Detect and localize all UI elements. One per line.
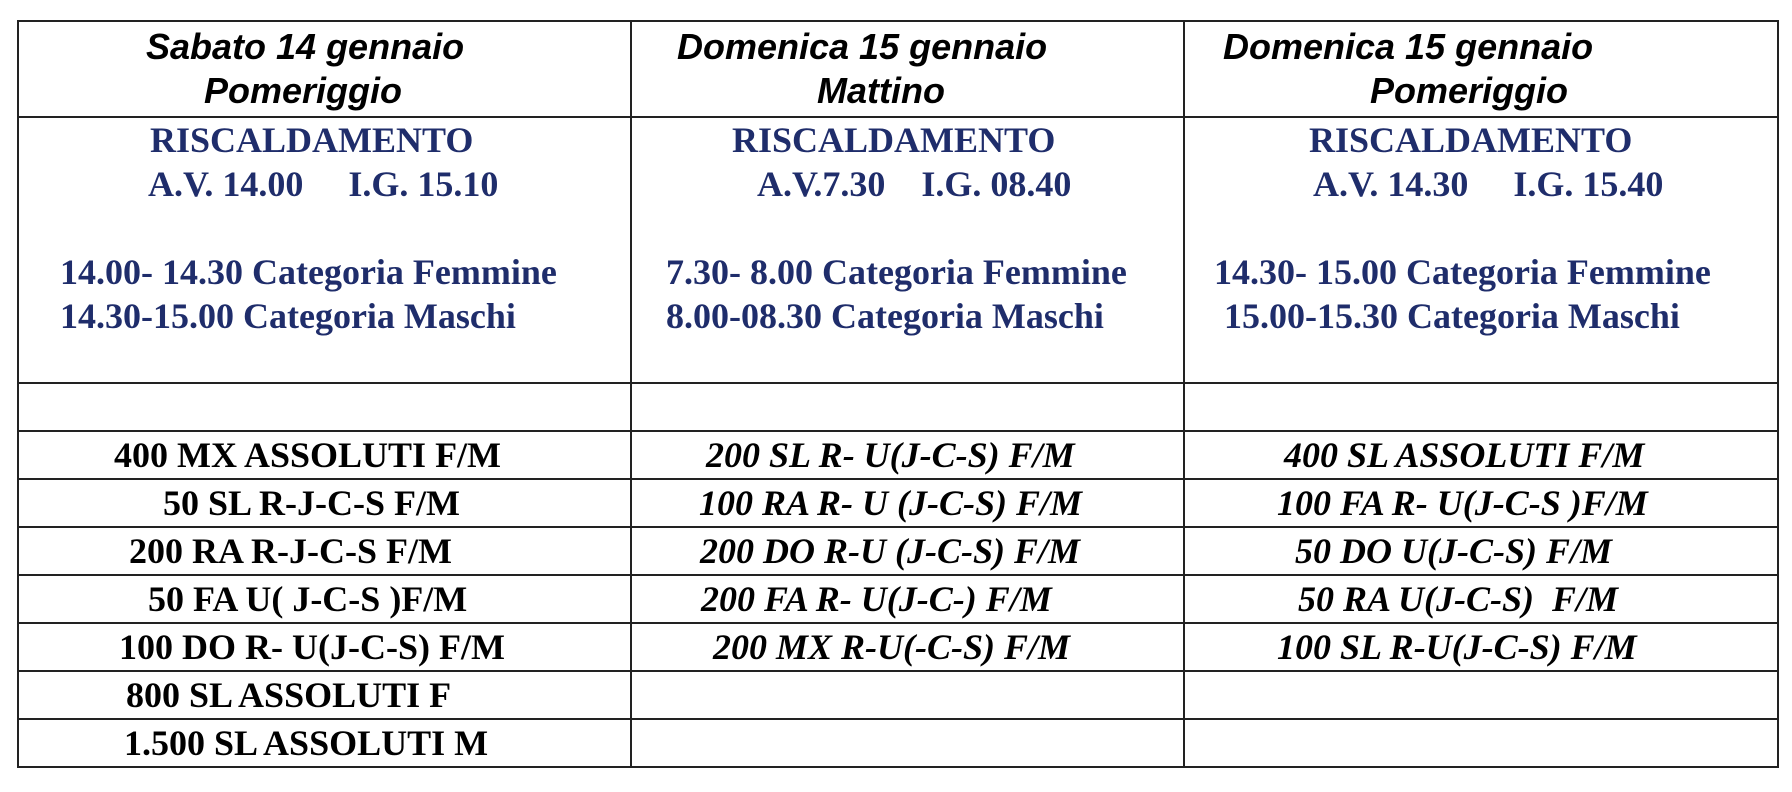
day-label: Sabato 14 gennaio — [146, 26, 465, 67]
event-label: 200 DO R-U (J-C-S) F/M — [700, 531, 1081, 571]
event-cell — [18, 623, 631, 671]
event-label: 100 RA R- U (J-C-S) F/M — [699, 483, 1083, 523]
day-label: Domenica 15 gennaio — [1223, 26, 1594, 67]
event-cell — [631, 623, 1184, 671]
category-female: 14.30- 15.00 Categoria Femmine — [1214, 252, 1711, 292]
warmup-times: A.V. 14.30 I.G. 15.40 — [1313, 164, 1664, 204]
session-label: Mattino — [817, 70, 945, 111]
event-label: 100 FA R- U(J-C-S )F/M — [1277, 483, 1648, 523]
event-label — [1185, 672, 1777, 673]
category-male: 14.30-15.00 Categoria Maschi — [60, 296, 516, 336]
event-cell — [18, 479, 631, 527]
event-label: 200 SL R- U(J-C-S) F/M — [706, 435, 1075, 475]
event-label — [632, 672, 1183, 673]
header-cell-sunday-afternoon — [1184, 21, 1778, 117]
header-cell-saturday-afternoon — [18, 21, 631, 117]
day-label: Domenica 15 gennaio — [677, 26, 1048, 67]
session-label: Pomeriggio — [204, 70, 403, 111]
spacer-cell — [631, 383, 1184, 431]
warmup-times: A.V.7.30 I.G. 08.40 — [757, 164, 1072, 204]
event-cell — [1184, 431, 1778, 479]
header-cell-sunday-morning — [631, 21, 1184, 117]
event-row — [18, 527, 1778, 575]
event-label: 1.500 SL ASSOLUTI M — [124, 723, 489, 763]
event-label: 800 SL ASSOLUTI F — [126, 675, 452, 715]
event-cell — [18, 671, 631, 719]
event-label: 200 MX R-U(-C-S) F/M — [713, 627, 1071, 667]
spacer-row — [18, 383, 1778, 431]
event-cell — [18, 431, 631, 479]
event-cell — [1184, 527, 1778, 575]
category-female: 14.00- 14.30 Categoria Femmine — [60, 252, 557, 292]
event-label: 400 MX ASSOLUTI F/M — [114, 435, 502, 475]
event-label: 100 SL R-U(J-C-S) F/M — [1277, 627, 1637, 667]
event-cell — [1184, 623, 1778, 671]
event-cell — [1184, 575, 1778, 623]
event-row — [18, 671, 1778, 719]
event-row — [18, 719, 1778, 767]
warmup-cell-saturday-afternoon — [18, 117, 631, 383]
event-label: 100 DO R- U(J-C-S) F/M — [119, 627, 505, 667]
event-cell — [1184, 719, 1778, 767]
warmup-title: RISCALDAMENTO — [150, 120, 474, 160]
header-row — [18, 21, 1778, 117]
event-label: 50 SL R-J-C-S F/M — [163, 483, 460, 523]
event-row — [18, 431, 1778, 479]
blank-line — [19, 206, 630, 250]
event-label: 50 RA U(J-C-S) F/M — [1298, 579, 1619, 619]
event-cell — [631, 479, 1184, 527]
blank-line — [1185, 206, 1777, 250]
event-row — [18, 479, 1778, 527]
warmup-cell-sunday-afternoon — [1184, 117, 1778, 383]
session-label: Pomeriggio — [1370, 70, 1569, 111]
event-cell — [631, 671, 1184, 719]
warmup-times: A.V. 14.00 I.G. 15.10 — [148, 164, 499, 204]
event-row — [18, 623, 1778, 671]
schedule-table — [17, 20, 1779, 768]
event-label — [632, 720, 1183, 721]
event-cell — [18, 719, 631, 767]
warmup-row — [18, 117, 1778, 383]
event-label: 50 FA U( J-C-S )F/M — [148, 579, 468, 619]
event-cell — [631, 575, 1184, 623]
event-cell — [631, 719, 1184, 767]
event-cell — [1184, 479, 1778, 527]
category-male: 8.00-08.30 Categoria Maschi — [666, 296, 1104, 336]
warmup-cell-sunday-morning — [631, 117, 1184, 383]
blank-line — [632, 206, 1183, 250]
event-cell — [18, 575, 631, 623]
event-label: 400 SL ASSOLUTI F/M — [1284, 435, 1645, 475]
category-female: 7.30- 8.00 Categoria Femmine — [666, 252, 1127, 292]
spacer-cell — [1184, 383, 1778, 431]
warmup-title: RISCALDAMENTO — [1309, 120, 1633, 160]
event-label: 200 RA R-J-C-S F/M — [129, 531, 452, 571]
event-label: 200 FA R- U(J-C-) F/M — [701, 579, 1052, 619]
event-label: 50 DO U(J-C-S) F/M — [1295, 531, 1613, 571]
event-cell — [631, 431, 1184, 479]
category-male: 15.00-15.30 Categoria Maschi — [1224, 296, 1680, 336]
spacer-cell — [18, 383, 631, 431]
event-row — [18, 575, 1778, 623]
event-cell — [631, 527, 1184, 575]
warmup-title: RISCALDAMENTO — [732, 120, 1056, 160]
event-cell — [1184, 671, 1778, 719]
event-label — [1185, 720, 1777, 721]
event-cell — [18, 527, 631, 575]
